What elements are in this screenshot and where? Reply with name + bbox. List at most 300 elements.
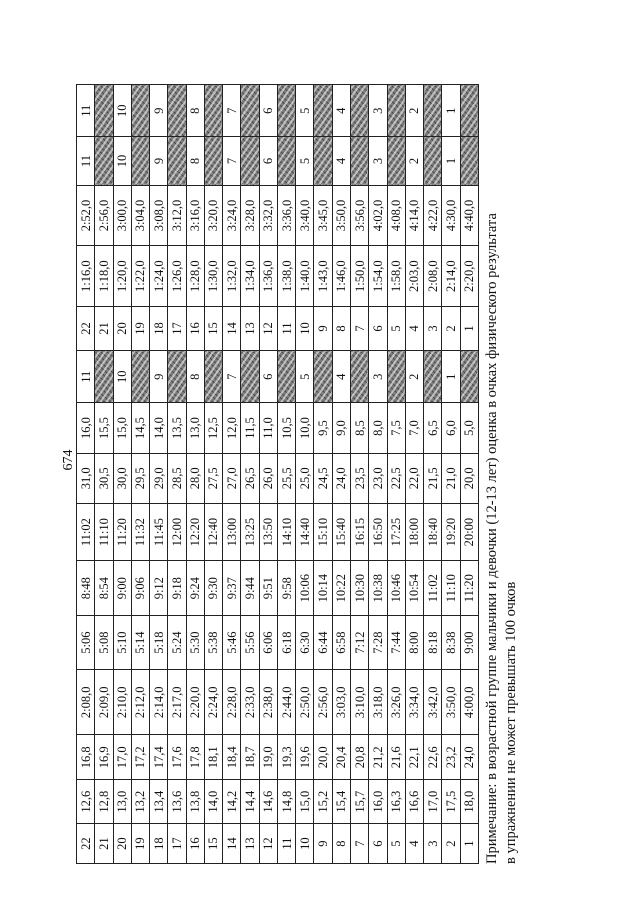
page-number: 674 (61, 449, 76, 471)
table-cell (259, 351, 277, 403)
cell-text: 19,0 (261, 746, 276, 769)
table-cell (168, 735, 186, 780)
table-cell (131, 85, 149, 137)
table-cell (168, 780, 186, 824)
cell-text: 3 (370, 157, 385, 165)
table-cell (314, 403, 332, 453)
cell-text: 2:52,0 (78, 199, 93, 232)
cell-text: 8,0 (370, 420, 385, 436)
table-cell (241, 403, 259, 453)
cell-text: 2:08,0 (425, 260, 440, 293)
cell-text: 4 (334, 107, 349, 114)
cell-text: 1:36,0 (261, 260, 276, 293)
cell-text: 1:32,0 (224, 260, 239, 293)
table-cell (387, 735, 405, 780)
table-cell (350, 137, 368, 185)
cell-text: 17 (169, 837, 184, 850)
table-row (186, 85, 204, 864)
table-cell (150, 670, 168, 735)
table-cell (369, 307, 387, 351)
table-cell (223, 780, 241, 824)
cell-text: 2 (407, 107, 422, 114)
table-cell (113, 561, 131, 615)
cell-text: 10,5 (279, 417, 294, 439)
table-cell (131, 561, 149, 615)
table-cell (241, 307, 259, 351)
table-cell (150, 185, 168, 246)
cell-text: 11 (78, 155, 93, 168)
table-cell (296, 307, 314, 351)
cell-text: 14 (224, 837, 239, 850)
table-cell (332, 615, 350, 669)
table-cell (442, 307, 460, 351)
table-cell (95, 735, 113, 780)
table-cell (131, 453, 149, 503)
cell-text: 2:14,0 (443, 260, 458, 293)
table-cell (77, 307, 95, 351)
table-cell (296, 453, 314, 503)
cell-text: 6,5 (425, 420, 440, 436)
cell-text: 10:46 (389, 573, 404, 603)
table-cell (277, 824, 295, 864)
cell-text: 11 (279, 837, 294, 850)
cell-text: 3:24,0 (224, 199, 239, 232)
table-cell (460, 780, 478, 824)
table-cell (204, 780, 222, 824)
cell-text: 22,1 (407, 746, 422, 769)
table-cell (77, 85, 95, 137)
cell-text: 14,8 (279, 790, 294, 813)
cell-text: 3:12,0 (169, 199, 184, 232)
table-cell (424, 615, 442, 669)
table-cell (241, 780, 259, 824)
table-cell (150, 403, 168, 453)
table-cell (186, 503, 204, 561)
table-cell (369, 246, 387, 307)
cell-text: 5 (389, 325, 404, 332)
cell-text: 18,4 (224, 746, 239, 769)
table-cell (369, 824, 387, 864)
table-cell (259, 824, 277, 864)
cell-text: 18,0 (462, 790, 477, 813)
cell-text: 17,4 (151, 746, 166, 769)
table-cell (460, 615, 478, 669)
cell-text: 16 (188, 322, 203, 335)
cell-text: 2 (407, 373, 422, 380)
table-cell (350, 85, 368, 137)
table-cell (186, 735, 204, 780)
table-cell (277, 403, 295, 453)
cell-text: 6 (261, 373, 276, 380)
cell-text: 11,5 (243, 417, 258, 439)
cell-text: 2:33,0 (243, 686, 258, 719)
table-cell (460, 453, 478, 503)
cell-text: 17,5 (443, 790, 458, 813)
cell-text: 3:18,0 (370, 686, 385, 719)
cell-text: 18,1 (206, 746, 221, 769)
table-row (314, 85, 332, 864)
table-cell (369, 185, 387, 246)
cell-text: 9 (151, 107, 166, 114)
cell-text: 1:43,0 (316, 260, 331, 293)
cell-text: 3:45,0 (316, 199, 331, 232)
cell-text: 1:58,0 (389, 260, 404, 293)
table-cell (387, 307, 405, 351)
cell-text: 10 (115, 370, 130, 383)
cell-text: 5:18 (151, 631, 166, 654)
note (483, 84, 523, 864)
table-cell (259, 615, 277, 669)
cell-text: 3:20,0 (206, 199, 221, 232)
cell-text: 6 (261, 157, 276, 165)
table-cell (405, 307, 423, 351)
cell-text: 17,2 (133, 746, 148, 769)
table-cell (223, 561, 241, 615)
cell-text: 27,0 (224, 467, 239, 490)
table-cell (131, 780, 149, 824)
table-cell (113, 824, 131, 864)
table-cell (113, 670, 131, 735)
cell-text: 12 (261, 322, 276, 335)
table-cell (277, 246, 295, 307)
table-cell (460, 670, 478, 735)
table-cell (332, 735, 350, 780)
cell-text: 5 (297, 157, 312, 165)
table-cell (296, 561, 314, 615)
table-cell (460, 137, 478, 185)
cell-text: 2:08,0 (78, 686, 93, 719)
table-cell (369, 503, 387, 561)
cell-text: 8 (188, 107, 203, 114)
table-cell (113, 185, 131, 246)
table-cell (131, 307, 149, 351)
cell-text: 2:14,0 (151, 686, 166, 719)
table-cell (296, 735, 314, 780)
table-cell (424, 137, 442, 185)
table-cell (424, 453, 442, 503)
cell-text: 6 (261, 107, 276, 114)
cell-text: 8 (188, 373, 203, 380)
cell-text: 19 (133, 837, 148, 850)
table-cell (424, 185, 442, 246)
table-cell (314, 670, 332, 735)
table-cell (332, 780, 350, 824)
table-cell (150, 824, 168, 864)
cell-text: 9:06 (133, 577, 148, 600)
cell-text: 28,5 (169, 467, 184, 490)
table-cell (131, 403, 149, 453)
cell-text: 6:58 (334, 631, 349, 654)
table-cell (405, 735, 423, 780)
cell-text: 5:24 (169, 631, 184, 654)
cell-text: 1 (443, 157, 458, 165)
cell-text: 3:08,0 (151, 199, 166, 232)
cell-text: 13,0 (188, 417, 203, 439)
cell-text: 9:58 (279, 577, 294, 600)
cell-text: 11:02 (78, 518, 93, 547)
table-cell (241, 85, 259, 137)
table-cell (95, 780, 113, 824)
table-cell (460, 246, 478, 307)
table-cell (442, 561, 460, 615)
cell-text: 6:18 (279, 631, 294, 654)
table-cell (332, 185, 350, 246)
table-cell (369, 137, 387, 185)
cell-text: 10:30 (352, 573, 367, 603)
table-cell (277, 780, 295, 824)
cell-text: 2:56,0 (316, 686, 331, 719)
table-cell (405, 615, 423, 669)
table-cell (296, 615, 314, 669)
table-cell (241, 453, 259, 503)
table-cell (168, 85, 186, 137)
table-cell (131, 185, 149, 246)
cell-text: 15 (206, 837, 221, 850)
table-row (442, 85, 460, 864)
table-cell (387, 351, 405, 403)
table-cell (168, 246, 186, 307)
table-cell (405, 403, 423, 453)
table-cell (296, 85, 314, 137)
cell-text: 12:00 (169, 517, 184, 547)
cell-text: 9 (316, 840, 331, 847)
table-cell (442, 403, 460, 453)
cell-text: 15,0 (115, 417, 130, 439)
cell-text: 6 (370, 325, 385, 332)
table-cell (277, 185, 295, 246)
cell-text: 12,8 (96, 790, 111, 813)
table-cell (277, 351, 295, 403)
table-cell (405, 137, 423, 185)
table-cell (223, 137, 241, 185)
note-line-2: в упражнении не может превышать 100 очков (503, 581, 519, 864)
cell-text: 23,2 (443, 746, 458, 769)
table-cell (296, 185, 314, 246)
cell-text: 16,6 (407, 790, 422, 813)
table-row (387, 85, 405, 864)
table-cell (460, 503, 478, 561)
table-cell (95, 137, 113, 185)
table-cell (168, 453, 186, 503)
table-cell (113, 735, 131, 780)
cell-text: 4:30,0 (443, 199, 458, 232)
table-cell (314, 246, 332, 307)
cell-text: 4 (407, 840, 422, 847)
table-cell (387, 453, 405, 503)
table-cell (296, 503, 314, 561)
cell-text: 10 (297, 837, 312, 850)
cell-text: 2:56,0 (96, 199, 111, 232)
table-cell (113, 453, 131, 503)
score-table-container (76, 84, 479, 864)
cell-text: 1:22,0 (133, 260, 148, 293)
cell-text: 9 (151, 157, 166, 165)
table-cell (442, 824, 460, 864)
table-cell (387, 561, 405, 615)
cell-text: 15,7 (352, 790, 367, 813)
table-cell (424, 561, 442, 615)
table-row (332, 85, 350, 864)
table-cell (259, 735, 277, 780)
cell-text: 3:42,0 (425, 686, 440, 719)
cell-text: 17,8 (188, 746, 203, 769)
table-cell (424, 351, 442, 403)
cell-text: 10 (297, 322, 312, 335)
table-cell (241, 351, 259, 403)
table-cell (277, 615, 295, 669)
table-cell (296, 824, 314, 864)
table-cell (405, 351, 423, 403)
table-cell (405, 780, 423, 824)
table-cell (405, 670, 423, 735)
table-cell (442, 453, 460, 503)
cell-text: 1:40,0 (297, 260, 312, 293)
cell-text: 2:38,0 (261, 686, 276, 719)
table-cell (168, 670, 186, 735)
table-cell (259, 503, 277, 561)
cell-text: 1:30,0 (206, 260, 221, 293)
table-cell (259, 85, 277, 137)
table-cell (460, 85, 478, 137)
cell-text: 17,0 (115, 746, 130, 769)
cell-text: 14:40 (297, 517, 312, 547)
cell-text: 11:02 (425, 574, 440, 603)
table-cell (442, 351, 460, 403)
table-row (277, 85, 295, 864)
table-cell (131, 735, 149, 780)
cell-text: 1:34,0 (243, 260, 258, 293)
cell-text: 29,5 (133, 467, 148, 490)
table-cell (204, 85, 222, 137)
cell-text: 3:04,0 (133, 199, 148, 232)
cell-text: 26,5 (243, 467, 258, 490)
cell-text: 4:22,0 (425, 199, 440, 232)
table-cell (77, 453, 95, 503)
table-cell (77, 185, 95, 246)
table-cell (405, 185, 423, 246)
table-cell (369, 453, 387, 503)
table-cell (77, 670, 95, 735)
cell-text: 21,6 (389, 746, 404, 769)
cell-text: 2:28,0 (224, 686, 239, 719)
cell-text: 3 (425, 325, 440, 332)
table-cell (150, 307, 168, 351)
table-cell (424, 85, 442, 137)
table-cell (77, 403, 95, 453)
table-cell (95, 670, 113, 735)
table-cell (332, 503, 350, 561)
cell-text: 3:26,0 (389, 686, 404, 719)
cell-text: 10:14 (316, 573, 331, 603)
table-cell (95, 824, 113, 864)
cell-text: 6:30 (297, 631, 312, 654)
table-cell (314, 503, 332, 561)
table-cell (186, 85, 204, 137)
cell-text: 13:25 (243, 517, 258, 547)
table-cell (223, 615, 241, 669)
table-cell (387, 780, 405, 824)
cell-text: 13 (243, 837, 258, 850)
cell-text: 4:00,0 (462, 686, 477, 719)
cell-text: 19:20 (443, 517, 458, 547)
cell-text: 1:26,0 (169, 260, 184, 293)
table-cell (296, 137, 314, 185)
cell-text: 16,0 (370, 790, 385, 813)
table-cell (332, 85, 350, 137)
table-cell (223, 307, 241, 351)
cell-text: 24,5 (316, 467, 331, 490)
cell-text: 14 (224, 322, 239, 335)
cell-text: 18 (151, 322, 166, 335)
cell-text: 4 (334, 157, 349, 165)
table-cell (332, 453, 350, 503)
cell-text: 7 (224, 373, 239, 380)
cell-text: 1:38,0 (279, 260, 294, 293)
table-cell (223, 453, 241, 503)
table-cell (186, 185, 204, 246)
cell-text: 14,6 (261, 790, 276, 813)
table-cell (259, 185, 277, 246)
cell-text: 5:06 (78, 631, 93, 654)
table-cell (369, 735, 387, 780)
table-cell (460, 735, 478, 780)
cell-text: 8:48 (78, 577, 93, 600)
cell-text: 5:38 (206, 631, 221, 654)
table-cell (442, 615, 460, 669)
table-row (259, 85, 277, 864)
table-cell (168, 351, 186, 403)
cell-text: 25,5 (279, 467, 294, 490)
table-cell (168, 615, 186, 669)
cell-text: 9:37 (224, 577, 239, 600)
cell-text: 2:44,0 (279, 686, 294, 719)
cell-text: 15,0 (297, 790, 312, 813)
cell-text: 1 (443, 107, 458, 114)
note-line-1: Примечание: в возрастной группе мальчики и девочки (12-13 лет) оценка в очках физического результата (484, 213, 500, 864)
table-cell (131, 615, 149, 669)
cell-text: 3:00,0 (115, 199, 130, 232)
table-cell (332, 137, 350, 185)
cell-text: 16:50 (370, 517, 385, 547)
table-cell (150, 503, 168, 561)
cell-text: 31,0 (78, 467, 93, 490)
cell-text: 5:30 (188, 631, 203, 654)
table-cell (223, 503, 241, 561)
table-cell (168, 503, 186, 561)
cell-text: 18,7 (243, 746, 258, 769)
cell-text: 20:00 (462, 517, 477, 547)
cell-text: 1:18,0 (96, 260, 111, 293)
table-cell (168, 824, 186, 864)
table-cell (204, 824, 222, 864)
cell-text: 8 (334, 325, 349, 332)
table-cell (204, 615, 222, 669)
cell-text: 13,8 (188, 790, 203, 813)
table-cell (442, 670, 460, 735)
table-cell (350, 403, 368, 453)
table-cell (131, 503, 149, 561)
table-cell (424, 670, 442, 735)
cell-text: 11 (78, 370, 93, 383)
cell-text: 17:25 (389, 517, 404, 547)
table-cell (332, 670, 350, 735)
table-cell (77, 561, 95, 615)
table-cell (95, 85, 113, 137)
table-cell (150, 780, 168, 824)
cell-text: 11:10 (96, 518, 111, 547)
table-cell (350, 453, 368, 503)
table-cell (277, 85, 295, 137)
